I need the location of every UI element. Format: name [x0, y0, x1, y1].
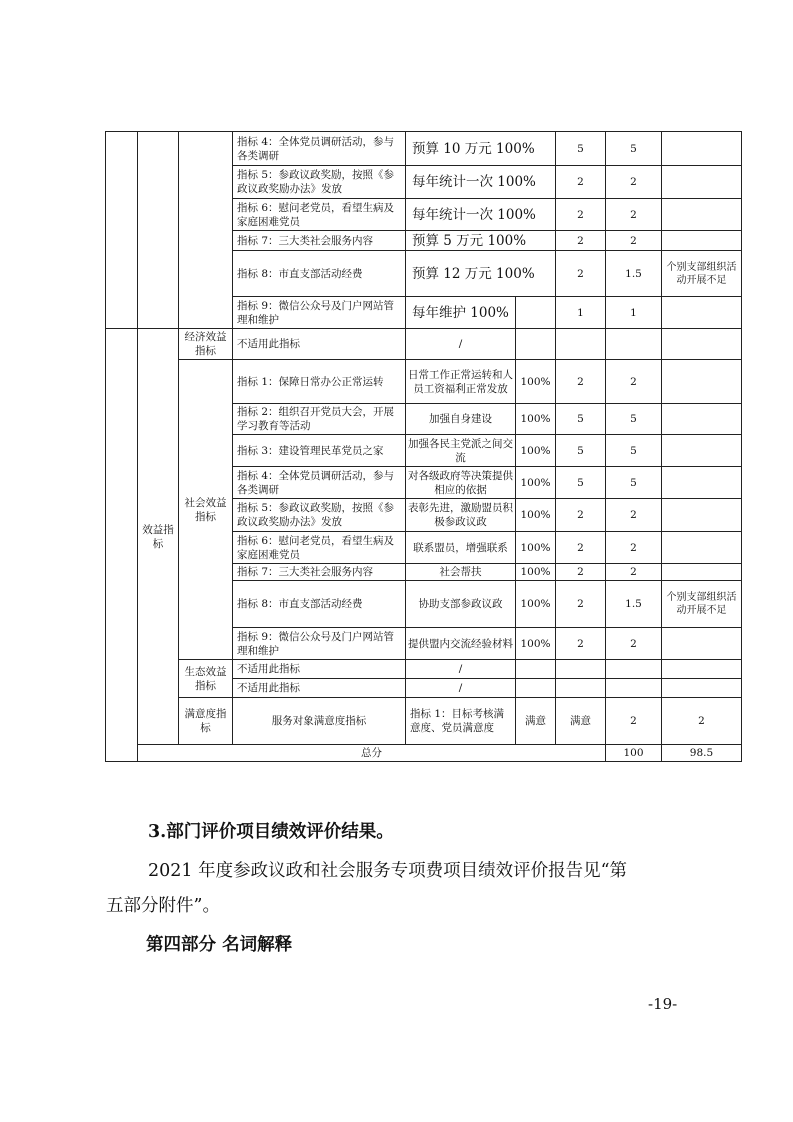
indicator-cell: 指标 8：市直支部活动经费 — [233, 581, 406, 628]
note-cell — [662, 532, 742, 564]
value-cell — [516, 297, 556, 329]
weight-cell — [556, 679, 606, 698]
note-cell — [662, 435, 742, 467]
score-cell: 2 — [606, 360, 662, 404]
page-number: -19- — [648, 995, 678, 1013]
score-cell — [606, 660, 662, 679]
target-cell: 加强各民主党派之间交流 — [406, 435, 516, 467]
indicator-cell: 指标 7：三大类社会服务内容 — [233, 231, 406, 251]
weight-cell: 2 — [556, 251, 606, 297]
indicator-cell: 指标 6：慰问老党员，看望生病及家庭困难党员 — [233, 532, 406, 564]
weight-cell: 2 — [556, 581, 606, 628]
score-cell: 2 — [662, 698, 742, 745]
score-cell: 2 — [606, 628, 662, 660]
value-cell: 100% — [516, 532, 556, 564]
score-cell: 5 — [606, 404, 662, 435]
satisfaction-indicator-label: 满意度指标 — [179, 698, 233, 745]
score-cell: 2 — [606, 166, 662, 199]
performance-table — [105, 131, 742, 762]
indicator-cell: 指标 2：组织召开党员大会，开展学习教育等活动 — [233, 404, 406, 435]
weight-cell: 1 — [556, 297, 606, 329]
note-cell: 个别支部组织活动开展不足 — [662, 251, 742, 297]
total-score: 98.5 — [662, 745, 742, 762]
value-cell — [516, 660, 556, 679]
target-cell: 每年统计一次 100% — [406, 166, 556, 199]
value-cell: 100% — [516, 360, 556, 404]
weight-cell: 5 — [556, 404, 606, 435]
target-cell: 满意 — [516, 698, 556, 745]
value-cell: 100% — [516, 467, 556, 499]
indicator-cell: 指标 1：保障日常办公正常运转 — [233, 360, 406, 404]
weight-cell: 2 — [556, 532, 606, 564]
target-cell: 表彰先进，激励盟员积极参政议政 — [406, 499, 516, 532]
target-cell: 预算 5 万元 100% — [406, 231, 556, 251]
score-cell: 1.5 — [606, 251, 662, 297]
indicator-cell: 指标 7：三大类社会服务内容 — [233, 564, 406, 581]
note-cell: 个别支部组织活动开展不足 — [662, 581, 742, 628]
indicator-cell: 指标 9：微信公众号及门户网站管理和维护 — [233, 297, 406, 329]
target-cell: 预算 12 万元 100% — [406, 251, 556, 297]
note-cell — [662, 499, 742, 532]
cell-level1-blank — [106, 329, 138, 762]
indicator-cell: 指标 4：全体党员调研活动，参与各类调研 — [233, 467, 406, 499]
target-cell: 每年统计一次 100% — [406, 199, 556, 231]
value-cell: 100% — [516, 499, 556, 532]
weight-cell — [556, 660, 606, 679]
score-cell — [606, 679, 662, 698]
weight-cell: 2 — [556, 231, 606, 251]
score-cell: 5 — [606, 435, 662, 467]
score-cell: 2 — [606, 199, 662, 231]
score-cell: 2 — [606, 499, 662, 532]
value-cell — [516, 329, 556, 360]
score-cell: 1 — [606, 297, 662, 329]
weight-cell: 2 — [556, 564, 606, 581]
score-cell: 5 — [606, 132, 662, 166]
score-cell: 2 — [606, 564, 662, 581]
benefit-indicator-label: 效益指标 — [138, 329, 179, 745]
target-cell: 日常工作正常运转和人员工资福利正常发放 — [406, 360, 516, 404]
indicator-cell: 不适用此指标 — [233, 679, 406, 698]
table-row — [106, 698, 742, 745]
score-cell — [606, 329, 662, 360]
note-cell — [662, 199, 742, 231]
target-cell: 每年维护 100% — [406, 297, 516, 329]
score-cell: 5 — [606, 467, 662, 499]
weight-cell: 2 — [556, 628, 606, 660]
service-satisfaction-label: 服务对象满意度指标 — [233, 698, 406, 745]
target-cell: 对各级政府等决策提供相应的依据 — [406, 467, 516, 499]
value-cell: 100% — [516, 435, 556, 467]
target-cell: 预算 10 万元 100% — [406, 132, 556, 166]
indicator-cell: 不适用此指标 — [233, 329, 406, 360]
table-row — [106, 660, 742, 679]
table-row — [106, 132, 742, 166]
paragraph-line-1: 2021 年度参政议政和社会服务专项费项目绩效评价报告见“第 — [148, 861, 628, 881]
note-cell — [662, 564, 742, 581]
target-cell: 联系盟员，增强联系 — [406, 532, 516, 564]
total-label: 总分 — [138, 745, 606, 762]
value-cell: 100% — [516, 404, 556, 435]
note-cell — [662, 404, 742, 435]
cell-level3-blank — [179, 132, 233, 329]
target-cell: 协助支部参政议政 — [406, 581, 516, 628]
target-cell: / — [406, 329, 516, 360]
weight-cell — [556, 329, 606, 360]
weight-cell: 2 — [556, 499, 606, 532]
note-cell — [662, 628, 742, 660]
target-cell: 提供盟内交流经验材料 — [406, 628, 516, 660]
score-cell: 2 — [606, 532, 662, 564]
weight-cell: 2 — [556, 360, 606, 404]
indicator-cell: 指标 4：全体党员调研活动，参与各类调研 — [233, 132, 406, 166]
indicator-cell: 指标 9：微信公众号及门户网站管理和维护 — [233, 628, 406, 660]
value-cell: 100% — [516, 581, 556, 628]
note-cell — [662, 660, 742, 679]
note-cell — [662, 297, 742, 329]
note-cell — [662, 166, 742, 199]
table-row — [106, 360, 742, 404]
cell-level1-blank — [106, 132, 138, 329]
value-cell — [516, 679, 556, 698]
weight-cell: 2 — [556, 166, 606, 199]
part4-heading: 第四部分 名词解释 — [146, 935, 293, 955]
weight-cell: 2 — [606, 698, 662, 745]
indicator-cell: 指标 8：市直支部活动经费 — [233, 251, 406, 297]
social-indicator-label: 社会效益指标 — [179, 360, 233, 660]
note-cell — [662, 679, 742, 698]
indicator-cell: 不适用此指标 — [233, 660, 406, 679]
note-cell — [662, 329, 742, 360]
weight-cell: 2 — [556, 199, 606, 231]
table-row — [106, 329, 742, 360]
score-cell: 1.5 — [606, 581, 662, 628]
total-row — [106, 745, 742, 762]
weight-cell: 5 — [556, 435, 606, 467]
eco-indicator-label: 生态效益指标 — [179, 660, 233, 698]
target-cell: / — [406, 660, 516, 679]
target-cell: 加强自身建设 — [406, 404, 516, 435]
target-cell: / — [406, 679, 516, 698]
note-cell — [662, 360, 742, 404]
section3-heading: 3.部门评价项目绩效评价结果。 — [148, 822, 394, 842]
indicator-cell: 指标 3：建设管理民革党员之家 — [233, 435, 406, 467]
value-cell: 100% — [516, 564, 556, 581]
score-cell: 2 — [606, 231, 662, 251]
cell-level2-blank — [138, 132, 179, 329]
note-cell — [662, 231, 742, 251]
paragraph-line-2: 五部分附件”。 — [106, 896, 220, 916]
note-cell — [662, 467, 742, 499]
indicator-cell: 指标 5：参政议政奖励，按照《参政议政奖励办法》发放 — [233, 499, 406, 532]
target-cell: 社会帮扶 — [406, 564, 516, 581]
weight-cell: 5 — [556, 467, 606, 499]
indicator-cell: 指标 6：慰问老党员，看望生病及家庭困难党员 — [233, 199, 406, 231]
value-cell: 100% — [516, 628, 556, 660]
economic-indicator-label: 经济效益指标 — [179, 329, 233, 360]
note-cell — [662, 132, 742, 166]
indicator-cell: 指标 1：目标考核满意度、党员满意度 — [406, 698, 516, 745]
weight-cell: 5 — [556, 132, 606, 166]
total-weight: 100 — [606, 745, 662, 762]
indicator-cell: 指标 5：参政议政奖励，按照《参政议政奖励办法》发放 — [233, 166, 406, 199]
value-cell: 满意 — [556, 698, 606, 745]
